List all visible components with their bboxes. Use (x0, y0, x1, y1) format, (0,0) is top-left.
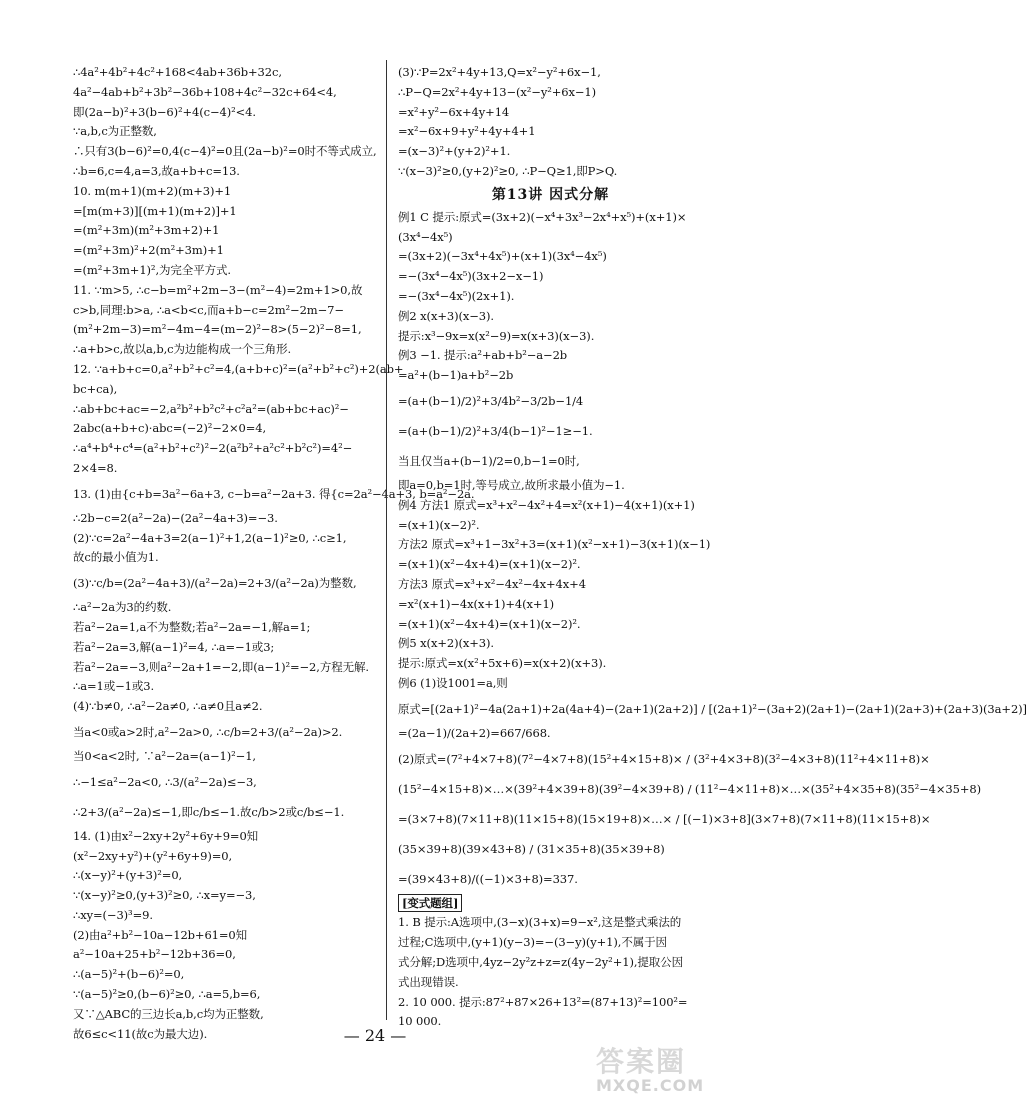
left-text-line: 若a²−2a=1,a不为整数;若a²−2a=−1,解a=1; (73, 619, 311, 634)
right-text-line: =(x+1)(x²−4x+4)=(x+1)(x−2)². (398, 557, 581, 572)
right-column (398, 63, 1027, 1032)
watermark-text: 答案圈 (596, 1045, 687, 1078)
left-text-line: 若a²−2a=3,解(a−1)²=4, ∴a=−1或3; (73, 639, 275, 654)
left-text-line: 12. ∵a+b+c=0,a²+b²+c²=4,(a+b+c)²=(a²+b²+c²)+2(ab+ (73, 361, 404, 376)
right-text-line: =(3x+2)(−3x⁴+4x⁵)+(x+1)(3x⁴−4x⁵) (398, 249, 607, 264)
column-divider (386, 60, 387, 1020)
right-text-line: 10 000. (398, 1014, 442, 1029)
left-text-line: =[m(m+3)][(m+1)(m+2)]+1 (73, 203, 237, 218)
left-text-line: 2×4=8. (73, 460, 118, 475)
right-text-line: =(a+(b−1)/2)²+3/4(b−1)²−1≥−1. (398, 423, 593, 438)
watermark-logo (596, 1040, 746, 1100)
left-text-line: 2abc(a+b+c)·abc=(−2)²−2×0=4, (73, 421, 267, 436)
left-text-line: ∵(a−5)²≥0,(b−6)²≥0, ∴a=5,b=6, (73, 987, 261, 1002)
left-text-line: ∴a=1或−1或3. (73, 679, 155, 694)
right-text-line: =−(3x⁴−4x⁵)(2x+1). (398, 288, 515, 303)
left-text-line: ∴a²−2a为3的约数. (73, 600, 172, 615)
left-text-line: ∴4a²+4b²+4c²+168<4ab+36b+32c, (73, 65, 282, 79)
left-text-line: ∴xy=(−3)³=9. (73, 907, 153, 922)
right-text-line: 1. B 提示:A选项中,(3−x)(3+x)=9−x²,这是整式乘法的 (398, 915, 682, 930)
left-text-line: ∴(a−5)²+(b−6)²=0, (73, 967, 185, 982)
left-text-line: ∴只有3(b−6)²=0,4(c−4)²=0且(2a−b)²=0时不等式成立, (73, 144, 377, 159)
right-text-line: (2)原式=(7²+4×7+8)(7²−4×7+8)(15²+4×15+8)× / (3²+4×3+8)(3²−4×3+8)(11²+4×11+8)× (398, 751, 930, 766)
left-text-line: =(m²+3m+1)²,为完全平方式. (73, 262, 231, 277)
left-text-line: 14. (1)由x²−2xy+2y²+6y+9=0知 (73, 828, 259, 843)
right-text-line: (3x⁴−4x⁵) (398, 229, 453, 244)
right-text-line: ∴P−Q=2x²+4y+13−(x²−y²+6x−1) (398, 84, 597, 99)
right-text-line: 例1 C 提示:原式=(3x+2)(−x⁴+3x³−2x⁴+x⁵)+(x+1)× (398, 209, 687, 224)
left-text-line: 故6≤c<11(故c为最大边). (73, 1026, 208, 1041)
right-text-line (398, 894, 703, 914)
left-text-line: ∴ab+bc+ac=−2,a²b²+b²c²+c²a²=(ab+bc+ac)²− (73, 401, 349, 416)
left-text-line: =(m²+3m)(m²+3m+2)+1 (73, 223, 220, 238)
page-number: — 24 — (343, 1026, 407, 1045)
left-text-line: 当0<a<2时, ∵a²−2a=(a−1)²−1, (73, 748, 256, 763)
right-text-line: =x²−6x+9+y²+4y+4+1 (398, 124, 536, 139)
right-text-line: 例6 (1)设1001=a,则 (398, 675, 508, 690)
left-text-line: (4)∵b≠0, ∴a²−2a≠0, ∴a≠0且a≠2. (73, 699, 263, 714)
left-text-line: c>b,同理:b>a, ∴a<b<c,而a+b−c=2m²−2m−7− (73, 302, 344, 317)
left-text-line: ∴a+b>c,故以a,b,c为边能构成一个三角形. (73, 342, 292, 357)
right-text-line: 式分解;D选项中,4yz−2y²z+z=z(4y−2y²+1),提取公因 (398, 954, 683, 969)
right-text-line: =(3×7+8)(7×11+8)(11×15+8)(15×19+8)×…× / [(−1)×3+8](3×7+8)(7×11+8)(11×15+8)× (398, 811, 931, 826)
left-text-line: =(m²+3m)²+2(m²+3m)+1 (73, 243, 224, 258)
right-text-line: =(x−3)²+(y+2)²+1. (398, 144, 511, 159)
right-text-line: =(a+(b−1)/2)²+3/4b²−3/2b−1/4 (398, 393, 584, 408)
left-text-line: (3)∵c/b=(2a²−4a+3)/(a²−2a)=2+3/(a²−2a)为整数, (73, 576, 357, 591)
right-text-line: 例3 −1. 提示:a²+ab+b²−a−2b (398, 348, 568, 363)
right-text-line: =(x+1)(x−2)². (398, 517, 480, 532)
watermark-url: MXQE.COM (596, 1076, 705, 1095)
right-text-line: 提示:x³−9x=x(x²−9)=x(x+3)(x−3). (398, 328, 595, 343)
left-text-line: a²−10a+25+b²−12b+36=0, (73, 947, 236, 962)
right-text-line: (35×39+8)(39×43+8) / (31×35+8)(35×39+8) (398, 841, 665, 856)
right-text-line: 过程;C选项中,(y+1)(y−3)=−(3−y)(y+1),不属于因 (398, 935, 667, 950)
right-text-line: ∵(x−3)²≥0,(y+2)²≥0, ∴P−Q≥1,即P>Q. (398, 163, 618, 178)
right-text-line: =(39×43+8)/((−1)×3+8)=337. (398, 871, 578, 886)
left-text-line: 又∵△ABC的三边长a,b,c均为正整数, (73, 1006, 264, 1021)
section-label: [变式题组] (398, 894, 462, 912)
left-text-line: ∴−1≤a²−2a<0, ∴3/(a²−2a)≤−3, (73, 774, 257, 789)
right-text-line: 原式=[(2a+1)²−4a(2a+1)+2a(4a+4)−(2a+1)(2a+2)] / [(2a+1)²−(3a+2)(2a+1)−(2a+1)(2a+3)+(2a+3)(3a+2)] (398, 701, 1027, 716)
right-text-line: 式出现错误. (398, 974, 459, 989)
left-text-line: 4a²−4ab+b²+3b²−36b+108+4c²−32c+64<4, (73, 84, 337, 99)
right-text-line: =a²+(b−1)a+b²−2b (398, 368, 514, 383)
left-text-line: 13. (1)由{c+b=3a²−6a+3, c−b=a²−2a+3. 得{c=2a²−4a+3, b=a²−2a. (73, 486, 475, 501)
right-text-line: 例5 x(x+2)(x+3). (398, 636, 494, 651)
right-text-line: =x²+y²−6x+4y+14 (398, 104, 510, 119)
left-text-line: 11. ∵m>5, ∴c−b=m²+2m−3−(m²−4)=2m+1>0,故 (73, 282, 363, 297)
right-text-line: (3)∵P=2x²+4y+13,Q=x²−y²+6x−1, (398, 65, 601, 79)
left-text-line: 故c的最小值为1. (73, 550, 159, 565)
left-text-line: (x²−2xy+y²)+(y²+6y+9)=0, (73, 848, 233, 863)
left-text-line: ∵a,b,c为正整数, (73, 124, 157, 139)
right-text-line: 方法3 原式=x³+x²−4x²−4x+4x+4 (398, 576, 586, 591)
left-text-line: 当a<0或a>2时,a²−2a>0, ∴c/b=2+3/(a²−2a)>2. (73, 724, 343, 739)
left-text-line: 即(2a−b)²+3(b−6)²+4(c−4)²<4. (73, 104, 256, 119)
right-text-line: (15²−4×15+8)×…×(39²+4×39+8)(39²−4×39+8) / (11²−4×11+8)×…×(35²+4×35+8)(35²−4×35+8) (398, 781, 981, 796)
left-text-line: (2)∵c=2a²−4a+3=2(a−1)²+1,2(a−1)²≥0, ∴c≥1, (73, 530, 347, 545)
right-text-line: 例4 方法1 原式=x³+x²−4x²+4=x²(x+1)−4(x+1)(x+1) (398, 497, 695, 512)
right-text-line: 方法2 原式=x³+1−3x²+3=(x+1)(x²−x+1)−3(x+1)(x−1) (398, 537, 711, 552)
left-text-line: 若a²−2a=−3,则a²−2a+1=−2,即(a−1)²=−2,方程无解. (73, 659, 369, 674)
right-text-line: 当且仅当a+(b−1)/2=0,b−1=0时, (398, 453, 580, 468)
right-text-line: =(x+1)(x²−4x+4)=(x+1)(x−2)². (398, 616, 581, 631)
left-text-line: ∴2+3/(a²−2a)≤−1,即c/b≤−1.故c/b>2或c/b≤−1. (73, 804, 345, 819)
right-text-line: 例2 x(x+3)(x−3). (398, 308, 494, 323)
left-text-line: ∴b=6,c=4,a=3,故a+b+c=13. (73, 163, 240, 178)
left-text-line: ∵(x−y)²≥0,(y+3)²≥0, ∴x=y=−3, (73, 888, 256, 903)
lecture-title: 第13讲 因式分解 (491, 186, 610, 203)
right-text-line: 即a=0,b=1时,等号成立,故所求最小值为−1. (398, 477, 625, 492)
left-text-line: (2)由a²+b²−10a−12b+61=0知 (73, 927, 248, 942)
right-text-line: 2. 10 000. 提示:87²+87×26+13²=(87+13)²=100²= (398, 994, 688, 1009)
right-text-line: =x²(x+1)−4x(x+1)+4(x+1) (398, 596, 555, 611)
right-text-line: =(2a−1)/(2a+2)=667/668. (398, 725, 551, 740)
left-text-line: ∴a⁴+b⁴+c⁴=(a²+b²+c²)²−2(a²b²+a²c²+b²c²)=4²− (73, 441, 353, 456)
left-text-line: ∴2b−c=2(a²−2a)−(2a²−4a+3)=−3. (73, 510, 278, 525)
left-text-line: ∴(x−y)²+(y+3)²=0, (73, 868, 183, 883)
left-text-line: 10. m(m+1)(m+2)(m+3)+1 (73, 183, 232, 198)
right-text-line: =−(3x⁴−4x⁵)(3x+2−x−1) (398, 269, 544, 284)
right-text-line: 提示:原式=x(x²+5x+6)=x(x+2)(x+3). (398, 656, 607, 671)
left-text-line: bc+ca), (73, 381, 118, 396)
left-text-line: (m²+2m−3)=m²−4m−4=(m−2)²−8>(5−2)²−8=1, (73, 322, 362, 337)
